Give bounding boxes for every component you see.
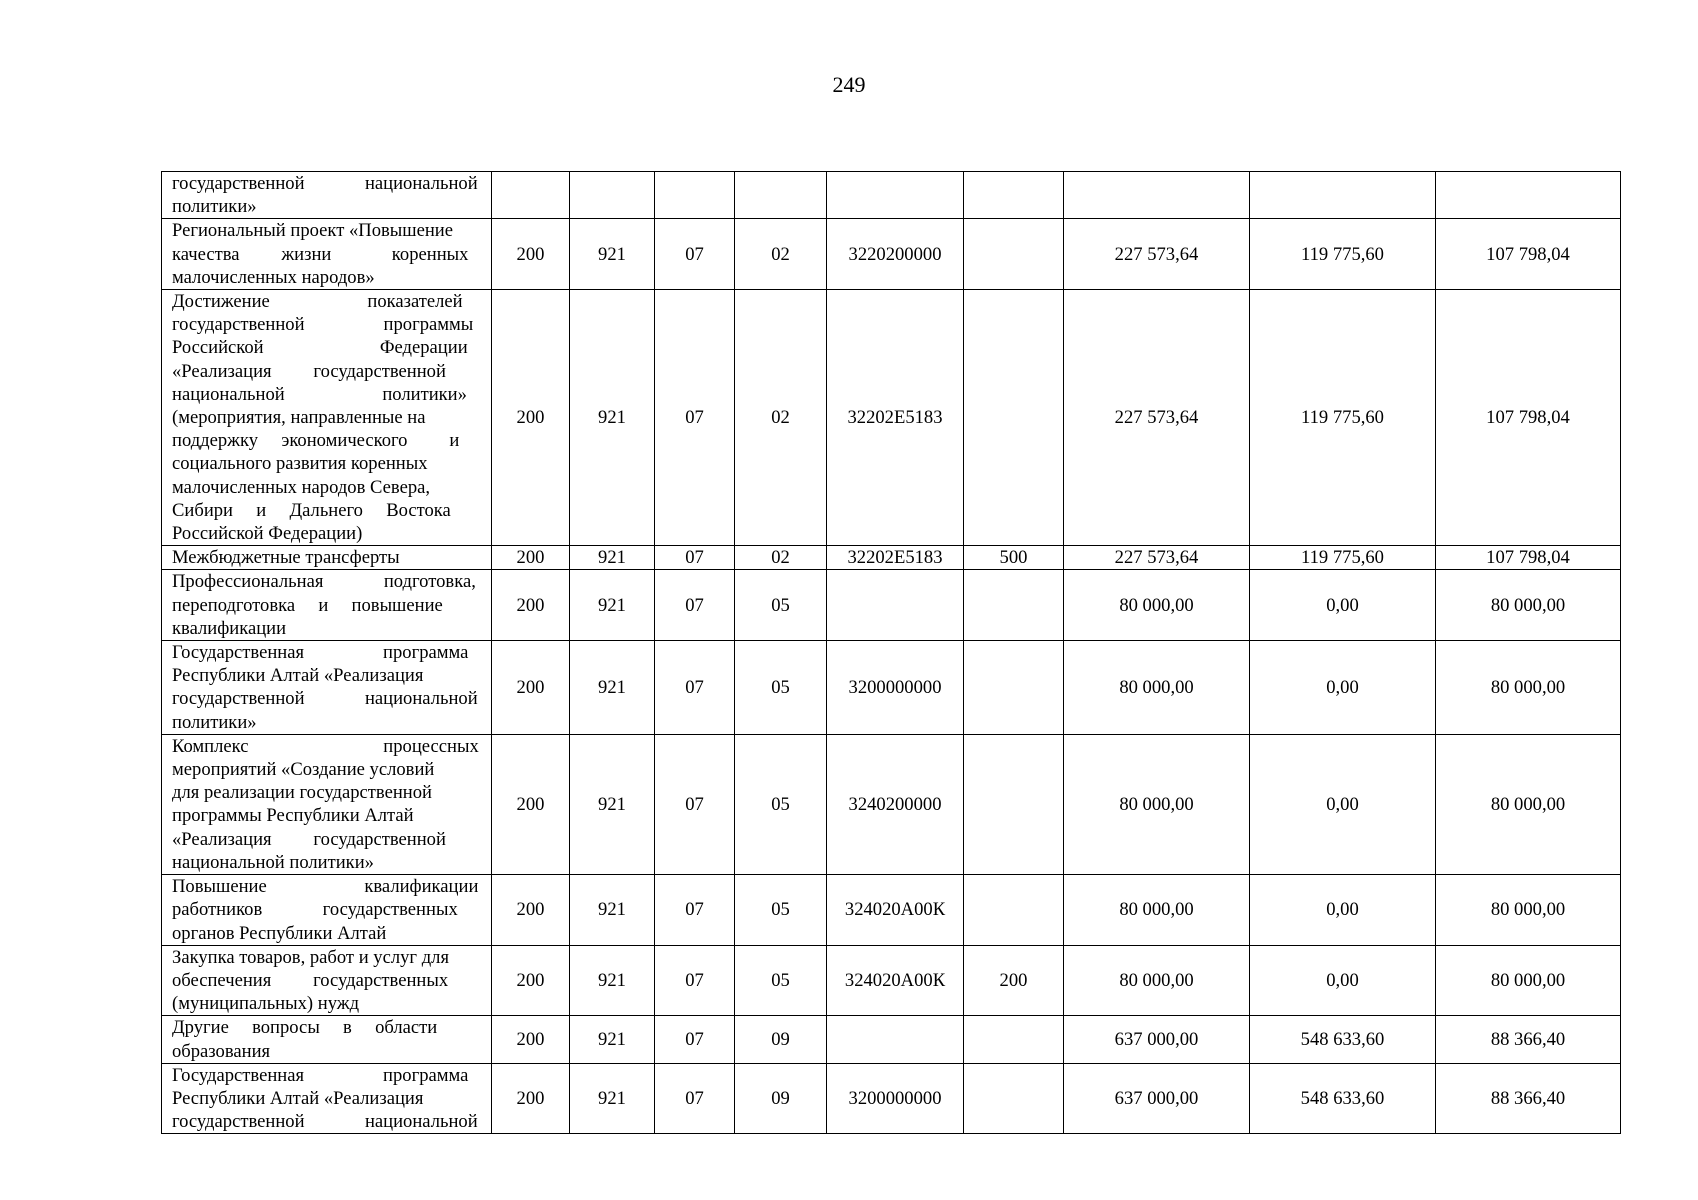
description-cell: [162, 546, 492, 570]
description-line: Профессиональная подготовка,: [172, 571, 476, 593]
description-line: органов Республики Алтай: [172, 922, 387, 944]
description-cell: [162, 1063, 492, 1134]
description-line: государственной национальной: [172, 1111, 478, 1133]
expense-type-cell: [964, 734, 1064, 874]
section-cell: 07: [655, 546, 735, 570]
amount-federal-cell: [1250, 172, 1436, 219]
budget-code-cell: 200: [492, 219, 570, 290]
target-article-cell: [827, 570, 964, 641]
subsection-cell: 05: [735, 945, 827, 1016]
amount-federal-cell: 0,00: [1250, 945, 1436, 1016]
ministry-code-cell: 921: [570, 641, 655, 735]
table-row: [162, 172, 1621, 219]
description-line: Государственная программа: [172, 642, 469, 664]
description-cell: [162, 172, 492, 219]
table-row: [162, 290, 1621, 546]
table-row: [162, 945, 1621, 1016]
table-row: [162, 1016, 1621, 1063]
expense-type-cell: [964, 219, 1064, 290]
description-line: социального развития коренных: [172, 453, 428, 475]
target-article-cell: 3220200000: [827, 219, 964, 290]
ministry-code-cell: [570, 172, 655, 219]
budget-code-cell: 200: [492, 570, 570, 641]
table-row: [162, 875, 1621, 946]
description-line: работников государственных: [172, 899, 458, 921]
budget-code-cell: 200: [492, 546, 570, 570]
amount-total-cell: 80 000,00: [1064, 641, 1250, 735]
budget-code-cell: 200: [492, 875, 570, 946]
ministry-code-cell: 921: [570, 1063, 655, 1134]
subsection-cell: 05: [735, 875, 827, 946]
description-line: для реализации государственной: [172, 782, 432, 804]
amount-federal-cell: 0,00: [1250, 641, 1436, 735]
amount-federal-cell: 119 775,60: [1250, 290, 1436, 546]
description-line: мероприятий «Создание условий: [172, 759, 435, 781]
section-cell: 07: [655, 1016, 735, 1063]
ministry-code-cell: 921: [570, 875, 655, 946]
expense-type-cell: [964, 290, 1064, 546]
budget-code-cell: 200: [492, 945, 570, 1016]
description-line: Межбюджетные трансферты: [172, 547, 400, 569]
amount-total-cell: 80 000,00: [1064, 945, 1250, 1016]
section-cell: 07: [655, 570, 735, 641]
section-cell: [655, 172, 735, 219]
ministry-code-cell: 921: [570, 219, 655, 290]
amount-federal-cell: 119 775,60: [1250, 546, 1436, 570]
description-line: образования: [172, 1040, 271, 1062]
description-cell: [162, 1016, 492, 1063]
expense-type-cell: [964, 875, 1064, 946]
amount-total-cell: 80 000,00: [1064, 734, 1250, 874]
subsection-cell: [735, 172, 827, 219]
subsection-cell: 05: [735, 734, 827, 874]
budget-table: [161, 171, 1621, 1134]
amount-total-cell: 227 573,64: [1064, 290, 1250, 546]
table-row: [162, 1063, 1621, 1134]
section-cell: 07: [655, 945, 735, 1016]
amount-regional-cell: 80 000,00: [1436, 875, 1621, 946]
subsection-cell: 02: [735, 219, 827, 290]
target-article-cell: 3200000000: [827, 1063, 964, 1134]
subsection-cell: 09: [735, 1016, 827, 1063]
description-cell: [162, 734, 492, 874]
amount-federal-cell: 0,00: [1250, 570, 1436, 641]
table-row: [162, 734, 1621, 874]
budget-code-cell: 200: [492, 290, 570, 546]
description-cell: [162, 219, 492, 290]
ministry-code-cell: 921: [570, 290, 655, 546]
description-line: квалификации: [172, 617, 287, 639]
description-line: обеспечения государственных: [172, 969, 449, 991]
target-article-cell: 3240200000: [827, 734, 964, 874]
amount-total-cell: 80 000,00: [1064, 570, 1250, 641]
amount-total-cell: 227 573,64: [1064, 219, 1250, 290]
description-line: национальной политики»: [172, 383, 467, 405]
table-row: [162, 546, 1621, 570]
amount-federal-cell: 0,00: [1250, 734, 1436, 874]
amount-total-cell: [1064, 172, 1250, 219]
subsection-cell: 05: [735, 641, 827, 735]
description-line: малочисленных народов»: [172, 266, 375, 288]
amount-regional-cell: 107 798,04: [1436, 219, 1621, 290]
page-number: 249: [832, 72, 866, 97]
table-row: [162, 570, 1621, 641]
amount-federal-cell: 0,00: [1250, 875, 1436, 946]
description-line: Повышение квалификации: [172, 876, 479, 898]
subsection-cell: 09: [735, 1063, 827, 1134]
amount-regional-cell: 80 000,00: [1436, 570, 1621, 641]
description-line: (муниципальных) нужд: [172, 993, 360, 1015]
ministry-code-cell: 921: [570, 1016, 655, 1063]
amount-regional-cell: 88 366,40: [1436, 1016, 1621, 1063]
description-line: Российской Федерации: [172, 337, 468, 359]
subsection-cell: 05: [735, 570, 827, 641]
description-line: малочисленных народов Севера,: [172, 476, 431, 498]
description-line: Региональный проект «Повышение: [172, 220, 453, 242]
description-cell: [162, 641, 492, 735]
description-line: государственной национальной: [172, 173, 478, 194]
amount-regional-cell: 107 798,04: [1436, 546, 1621, 570]
table-row: [162, 219, 1621, 290]
description-line: государственной национальной: [172, 688, 478, 710]
amount-federal-cell: 548 633,60: [1250, 1016, 1436, 1063]
subsection-cell: 02: [735, 546, 827, 570]
description-line: Достижение показателей: [172, 291, 463, 313]
section-cell: 07: [655, 641, 735, 735]
budget-code-cell: 200: [492, 641, 570, 735]
section-cell: 07: [655, 1063, 735, 1134]
amount-total-cell: 227 573,64: [1064, 546, 1250, 570]
target-article-cell: 324020А00К: [827, 945, 964, 1016]
description-line: Российской Федерации): [172, 523, 363, 545]
description-line: качества жизни коренных: [172, 243, 469, 265]
budget-code-cell: [492, 172, 570, 219]
description-cell: [162, 875, 492, 946]
table-body: [162, 172, 1621, 1134]
description-line: Закупка товаров, работ и услуг для: [172, 946, 449, 968]
description-line: политики»: [172, 196, 257, 218]
expense-type-cell: [964, 1063, 1064, 1134]
expense-type-cell: 200: [964, 945, 1064, 1016]
target-article-cell: [827, 1016, 964, 1063]
ministry-code-cell: 921: [570, 570, 655, 641]
description-line: «Реализация государственной: [172, 828, 446, 850]
amount-regional-cell: 107 798,04: [1436, 290, 1621, 546]
expense-type-cell: 500: [964, 546, 1064, 570]
section-cell: 07: [655, 734, 735, 874]
description-line: национальной политики»: [172, 851, 374, 873]
amount-regional-cell: 88 366,40: [1436, 1063, 1621, 1134]
target-article-cell: [827, 172, 964, 219]
ministry-code-cell: 921: [570, 546, 655, 570]
amount-total-cell: 637 000,00: [1064, 1016, 1250, 1063]
target-article-cell: 32202E5183: [827, 546, 964, 570]
description-line: переподготовка и повышение: [172, 594, 443, 616]
description-line: Республики Алтай «Реализация: [172, 665, 424, 687]
description-line: Другие вопросы в области: [172, 1017, 438, 1039]
section-cell: 07: [655, 875, 735, 946]
target-article-cell: 3200000000: [827, 641, 964, 735]
expense-type-cell: [964, 1016, 1064, 1063]
amount-regional-cell: [1436, 172, 1621, 219]
description-line: поддержку экономического и: [172, 430, 460, 452]
section-cell: 07: [655, 290, 735, 546]
description-cell: [162, 945, 492, 1016]
target-article-cell: 324020А00К: [827, 875, 964, 946]
ministry-code-cell: 921: [570, 734, 655, 874]
description-line: Комплекс процессных: [172, 735, 479, 757]
description-line: Государственная программа: [172, 1064, 469, 1086]
amount-federal-cell: 119 775,60: [1250, 219, 1436, 290]
description-line: Сибири и Дальнего Востока: [172, 499, 451, 521]
ministry-code-cell: 921: [570, 945, 655, 1016]
description-line: Республики Алтай «Реализация: [172, 1087, 424, 1109]
section-cell: 07: [655, 219, 735, 290]
description-cell: [162, 570, 492, 641]
description-line: программы Республики Алтай: [172, 805, 414, 827]
amount-regional-cell: 80 000,00: [1436, 945, 1621, 1016]
description-line: «Реализация государственной: [172, 360, 446, 382]
table-row: [162, 641, 1621, 735]
budget-code-cell: 200: [492, 734, 570, 874]
budget-code-cell: 200: [492, 1016, 570, 1063]
amount-federal-cell: 548 633,60: [1250, 1063, 1436, 1134]
description-cell: [162, 290, 492, 546]
description-line: политики»: [172, 711, 257, 733]
subsection-cell: 02: [735, 290, 827, 546]
expense-type-cell: [964, 172, 1064, 219]
expense-type-cell: [964, 570, 1064, 641]
description-line: государственной программы: [172, 314, 474, 336]
amount-total-cell: 637 000,00: [1064, 1063, 1250, 1134]
target-article-cell: 32202E5183: [827, 290, 964, 546]
amount-regional-cell: 80 000,00: [1436, 734, 1621, 874]
description-line: (мероприятия, направленные на: [172, 407, 426, 429]
expense-type-cell: [964, 641, 1064, 735]
amount-total-cell: 80 000,00: [1064, 875, 1250, 946]
amount-regional-cell: 80 000,00: [1436, 641, 1621, 735]
budget-code-cell: 200: [492, 1063, 570, 1134]
